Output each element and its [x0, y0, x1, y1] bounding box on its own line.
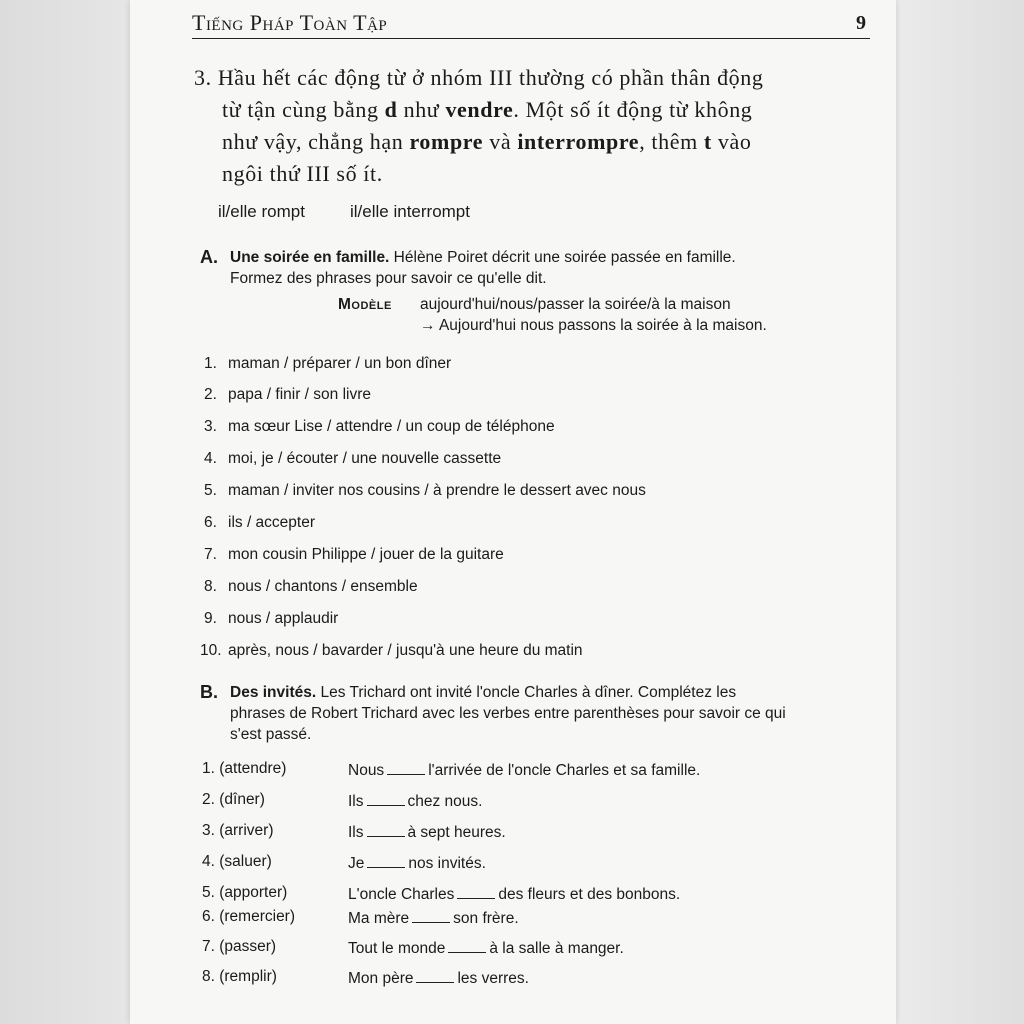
note-line-2 — [194, 94, 884, 126]
item-rest: des fleurs et des bonbons. — [498, 886, 681, 903]
conjugation-interrompt: il/elle interrompt — [350, 202, 470, 221]
exercise-b-letter: B. — [200, 682, 218, 702]
model-answer: → Aujourd'hui nous passons la soirée à la maison. — [420, 317, 767, 334]
model-prompt: aujourd'hui/nous/passer la soirée/à la maison — [420, 296, 731, 313]
exercise-a-letter: A. — [200, 247, 218, 267]
exercise-a-title: Une soirée en famille. — [230, 249, 390, 266]
item-verb: 1. (attendre) — [202, 760, 287, 777]
exercise-a-item — [204, 386, 371, 404]
item-subject: Nous — [348, 762, 385, 779]
exercise-a-item — [204, 514, 315, 532]
item-number: 4. — [204, 450, 217, 467]
header-title: Tiếng Pháp Toàn Tập — [192, 10, 388, 35]
right-background — [896, 0, 1024, 1024]
item-number: 6. — [204, 514, 217, 531]
item-number: 3. — [204, 418, 217, 435]
item-number: 10. — [200, 642, 222, 659]
item-number: 1. — [204, 355, 217, 372]
item-verb: 8. (remplir) — [202, 968, 277, 985]
answer-blank[interactable] — [367, 822, 405, 837]
item-subject: Ils — [348, 793, 364, 810]
note-line-3-a: như vậy, chẳng hạn — [222, 129, 410, 154]
item-rest: l'arrivée de l'oncle Charles et sa famille. — [428, 762, 701, 779]
item-text: mon cousin Philippe / jouer de la guitare — [228, 546, 504, 563]
item-subject: Mon père — [348, 970, 414, 987]
exercise-b-heading — [200, 682, 880, 745]
note-line-3 — [194, 126, 884, 158]
note-line-3-f: t — [703, 129, 712, 154]
item-verb: 3. (arriver) — [202, 822, 274, 839]
page-number: 9 — [856, 12, 866, 34]
item-text: nous / chantons / ensemble — [228, 578, 418, 595]
note-line-1 — [194, 62, 884, 94]
item-verb: 2. (dîner) — [202, 791, 265, 808]
item-subject: L'oncle Charles — [348, 886, 455, 903]
exercise-a-item — [204, 450, 501, 468]
note-line-2-e: . Một số ít động từ không — [513, 97, 753, 122]
answer-blank[interactable] — [367, 791, 405, 806]
item-text: maman / inviter nos cousins / à prendre le dessert avec nous — [228, 482, 646, 499]
conjugation-rompt: il/elle rompt — [218, 202, 305, 221]
exercise-a-item — [204, 546, 504, 564]
item-text: après, nous / bavarder / jusqu'à une heure du matin — [228, 642, 583, 659]
item-subject: Ils — [348, 824, 364, 841]
answer-blank[interactable] — [416, 968, 454, 983]
item-rest: à la salle à manger. — [489, 940, 624, 957]
answer-blank[interactable] — [367, 853, 405, 868]
note-line-3-b: rompre — [409, 129, 484, 154]
exercise-a-item — [204, 418, 555, 436]
item-text: ma sœur Lise / attendre / un coup de téléphone — [228, 418, 555, 435]
answer-blank[interactable] — [412, 908, 450, 923]
note-line-3-e: , thêm — [639, 129, 704, 154]
exercise-a-item — [200, 642, 583, 660]
item-number: 7. — [204, 546, 217, 563]
note-line-1-text: Hầu hết các động từ ở nhóm III thường có phần thân động — [217, 65, 764, 90]
item-text: maman / préparer / un bon dîner — [228, 355, 452, 372]
item-text: ils / accepter — [228, 514, 316, 531]
note-line-3-c: và — [483, 129, 518, 154]
note-line-4: ngôi thứ III số ít. — [222, 161, 383, 186]
note-line-2-a: từ tận cùng bằng — [222, 97, 385, 122]
exercise-b-title: Des invités. — [230, 684, 317, 701]
model-label: Modèle — [338, 296, 392, 313]
exercise-b-instruction-1: Les Trichard ont invité l'oncle Charles à dîner. Complétez les — [316, 684, 737, 701]
exercise-a-item — [204, 482, 646, 500]
item-rest: nos invités. — [408, 855, 486, 872]
item-number: 5. — [204, 482, 217, 499]
item-rest: les verres. — [457, 970, 529, 987]
note-number: 3. — [194, 65, 212, 90]
left-background — [0, 0, 130, 1024]
item-rest: chez nous. — [407, 793, 483, 810]
item-verb: 6. (remercier) — [202, 908, 296, 925]
item-verb: 4. (saluer) — [202, 853, 272, 870]
item-rest: à sept heures. — [407, 824, 506, 841]
item-number: 9. — [204, 610, 217, 627]
item-verb: 5. (apporter) — [202, 884, 288, 901]
page-header — [192, 4, 870, 39]
item-verb: 7. (passer) — [202, 938, 277, 955]
item-subject: Tout le monde — [348, 940, 446, 957]
answer-blank[interactable] — [387, 760, 425, 775]
note-line-2-c: như — [397, 97, 446, 122]
book-page — [130, 0, 896, 1024]
exercise-a-item — [204, 610, 338, 628]
grammar-note-3 — [194, 62, 884, 190]
item-text: nous / applaudir — [228, 610, 339, 627]
note-line-2-b: d — [384, 97, 398, 122]
answer-blank[interactable] — [457, 884, 495, 899]
note-line-3-g: vào — [711, 129, 752, 154]
exercise-a-instruction-1: Hélène Poiret décrit une soirée passée en famille. — [389, 249, 736, 266]
exercise-b-instruction-3: s'est passé. — [230, 726, 312, 743]
item-number: 8. — [204, 578, 217, 595]
exercise-a-heading — [200, 247, 880, 289]
exercise-a-item — [204, 578, 418, 596]
note-line-2-d: vendre — [445, 97, 514, 122]
item-rest: son frère. — [453, 910, 519, 927]
item-subject: Ma mère — [348, 910, 410, 927]
item-text: moi, je / écouter / une nouvelle cassette — [228, 450, 502, 467]
item-number: 2. — [204, 386, 217, 403]
exercise-b-instruction-2: phrases de Robert Trichard avec les verbes entre parenthèses pour savoir ce qui — [230, 705, 786, 722]
item-subject: Je — [348, 855, 365, 872]
exercise-a-item — [204, 355, 451, 373]
note-line-3-d: interrompre — [517, 129, 640, 154]
exercise-a-instruction-2: Formez des phrases pour savoir ce qu'elle dit. — [230, 270, 547, 287]
item-text: papa / finir / son livre — [228, 386, 372, 403]
answer-blank[interactable] — [448, 938, 486, 953]
